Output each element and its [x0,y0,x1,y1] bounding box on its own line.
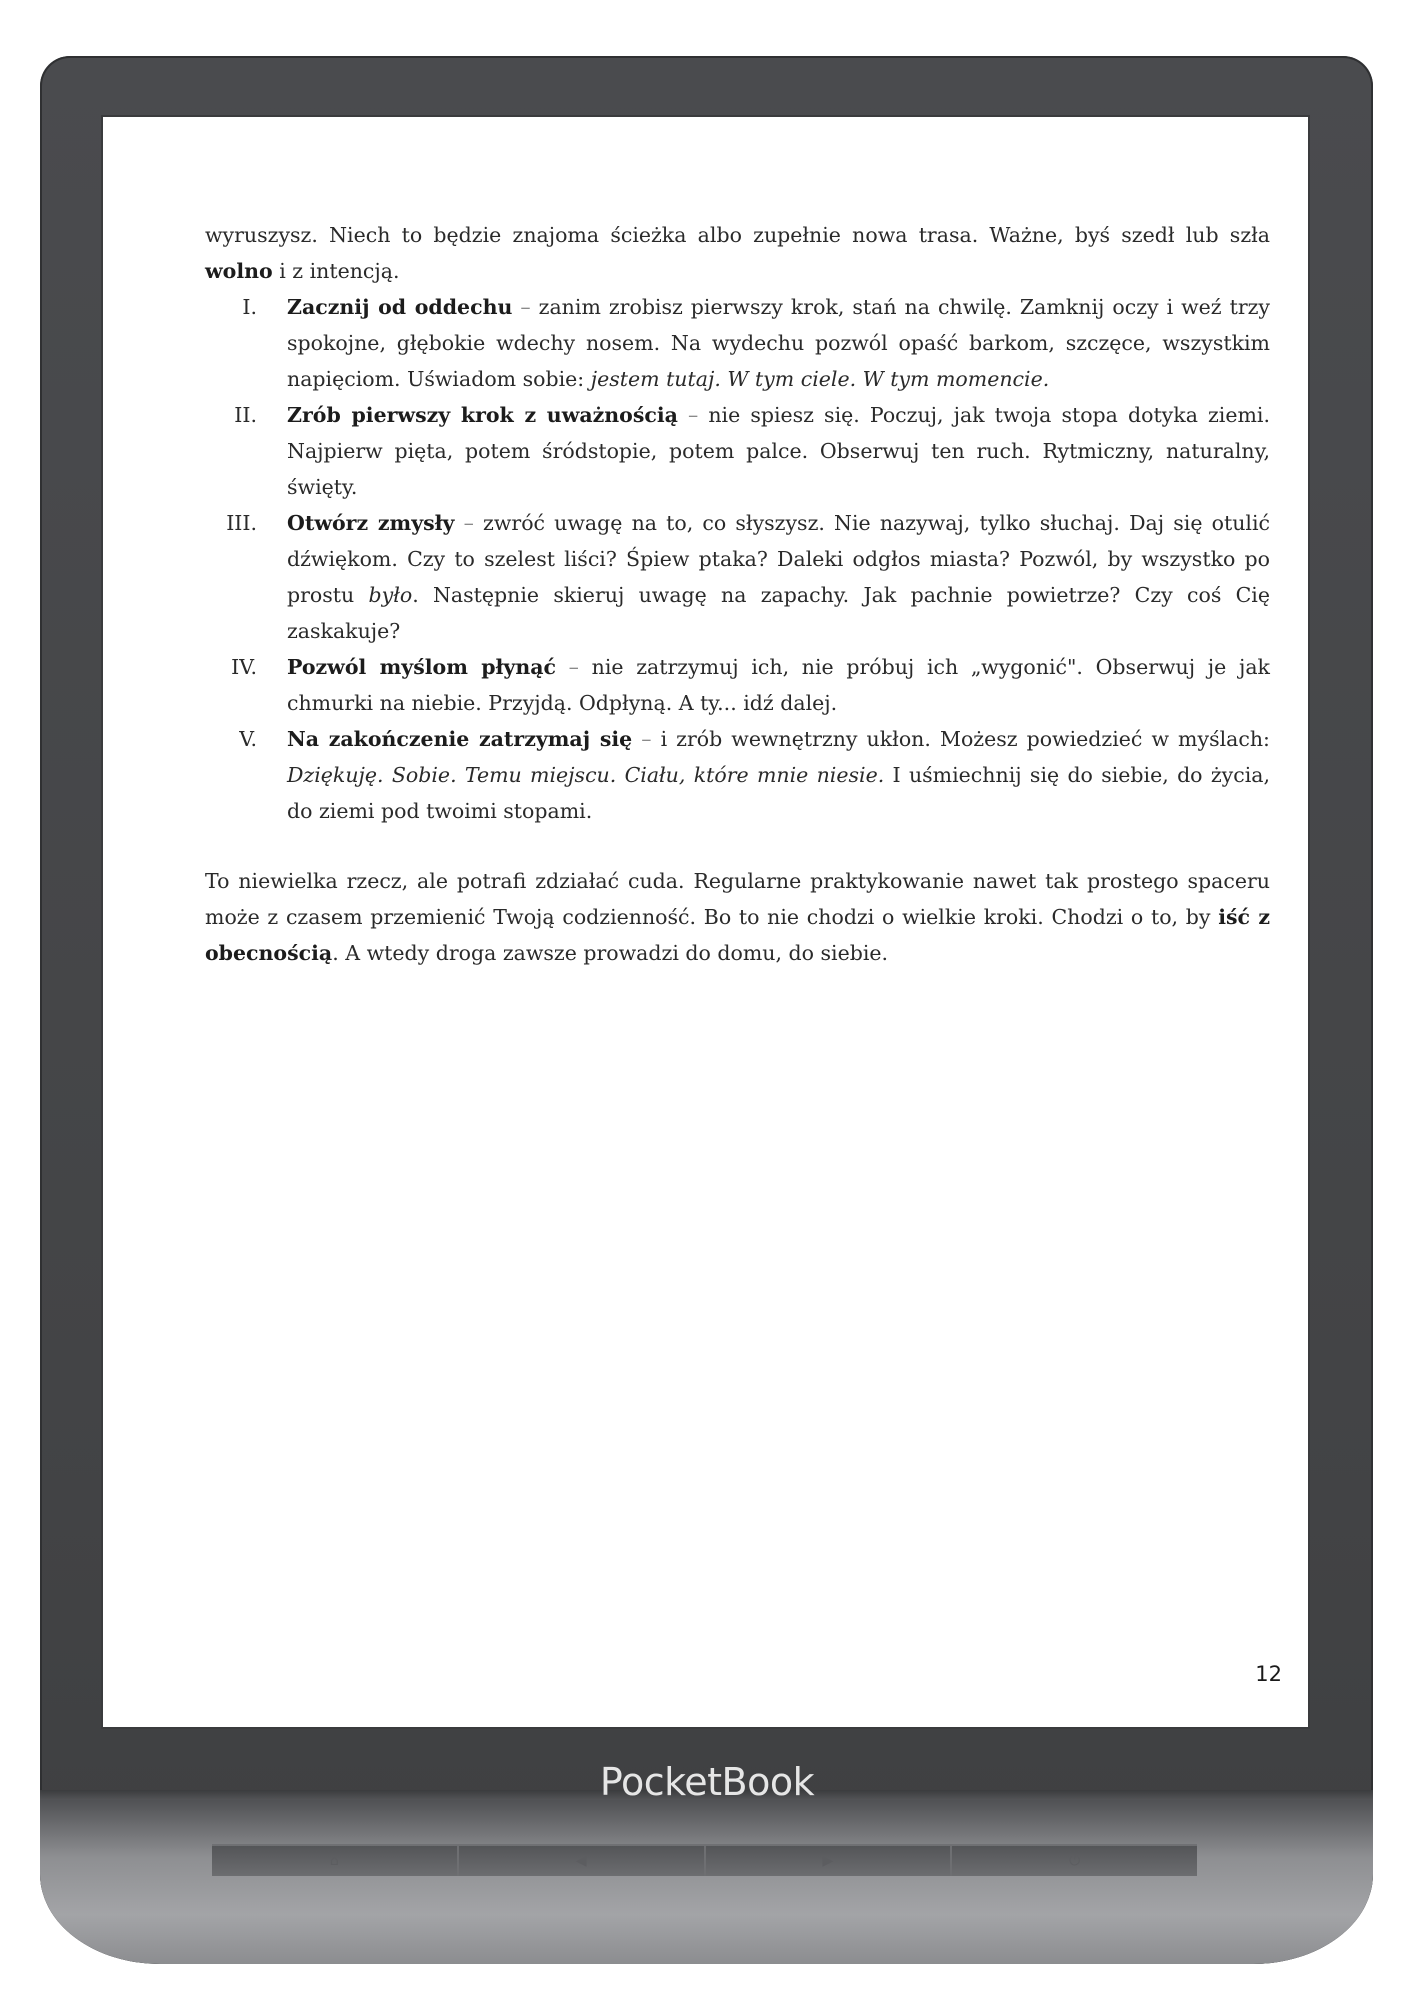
step-italic: było [368,583,413,607]
home-icon: ⌂ [329,1853,339,1869]
step-after: I uśmiechnij się do siebie, do życia, do ziemi pod twoimi stopami. [287,763,1270,823]
step-lead: Pozwól myślom płynąć [287,655,556,679]
step-text: nie zatrzymuj ich, nie próbuj ich „wygonić". Obserwuj je jak chmurki na niebie. Przyjdą. Odpłyną. A ty... idź dalej. [287,655,1270,715]
arrow-left-icon: ◀ [575,1853,587,1869]
step-number: III. [226,511,257,535]
closing-after: . A wtedy droga zawsze prowadzi do domu, do siebie. [332,941,889,965]
intro-bold: wolno [205,259,273,283]
list-item [205,397,1270,505]
step-lead: Zrób pierwszy krok z uważnością [287,403,678,427]
step-number: V. [239,727,257,751]
list-item [205,649,1270,721]
step-lead: Otwórz zmysły [287,511,455,535]
pocketbook-logo: PocketBook [599,1760,815,1804]
intro-after: i z intencją. [272,259,400,283]
step-separator: – [556,655,592,679]
step-text: zwróć uwagę na to, co słyszysz. Nie nazywaj, tylko słuchaj. Daj się otulić dźwiękom. Czy to szelest liści? Śpiew ptaka? Daleki odgłos miasta? Pozwól, by wszystko po prostu [287,511,1270,607]
home-button[interactable] [212,1846,459,1876]
step-italic: Dziękuję. Sobie. Temu miejscu. Ciału, które mnie niesie. [287,763,885,787]
step-text: zanim zrobisz pierwszy krok, stań na chwilę. Zamknij oczy i weź trzy spokojne, głębokie wdechy nosem. Na wydechu pozwól opaść barkom, szczęce, wszystkim napięciom. Uświadom sobie: [287,295,1271,391]
power-icon: ⏻ [1069,1853,1081,1869]
intro-paragraph [205,217,1270,289]
step-number: IV. [231,655,257,679]
next-page-button[interactable] [706,1846,953,1876]
list-item [205,505,1270,649]
closing-paragraph [205,863,1270,971]
step-separator: – [677,403,709,427]
intro-text: wyruszysz. Niech to będzie znajoma ścieżka albo zupełnie nowa trasa. Ważne, byś szedł lub szła [205,223,1270,247]
step-text: nie spiesz się. Poczuj, jak twoja stopa dotyka ziemi. Najpierw pięta, potem śródstopie, potem palce. Obserwuj ten ruch. Rytmiczny, naturalny, święty. [287,403,1270,499]
closing-text: To niewielka rzecz, ale potrafi zdziałać cuda. Regularne praktykowanie nawet tak prostego spaceru może z czasem przemienić Twoją codzienność. Bo to nie chodzi o wielkie kroki. Chodzi o to, by [205,869,1270,929]
hardware-buttons [212,1844,1197,1876]
step-separator: – [512,295,539,319]
step-number: I. [242,295,257,319]
power-button[interactable] [952,1846,1197,1876]
steps-list [205,289,1270,829]
step-lead: Zacznij od oddechu [287,295,513,319]
page-content [205,217,1270,971]
step-number: II. [234,403,257,427]
step-italic: jestem tutaj. W tym ciele. W tym momencie. [590,367,1050,391]
ereader-screen[interactable] [103,117,1308,1727]
list-item [205,289,1270,397]
step-after: . Następnie skieruj uwagę na zapachy. Jak pachnie powietrze? Czy coś Cię zaskakuje? [287,583,1270,643]
step-separator: – [454,511,484,535]
list-item [205,721,1270,829]
prev-page-button[interactable] [459,1846,706,1876]
step-text: i zrób wewnętrzny ukłon. Możesz powiedzieć w myślach: [660,727,1270,751]
step-separator: – [632,727,661,751]
step-lead: Na zakończenie zatrzymaj się [287,727,633,751]
arrow-right-icon: ▶ [822,1853,834,1869]
device-bottom-shell [40,1800,1373,1964]
page-number: 12 [1255,1662,1282,1686]
closing-bold: iść z obecnością [205,905,1270,965]
